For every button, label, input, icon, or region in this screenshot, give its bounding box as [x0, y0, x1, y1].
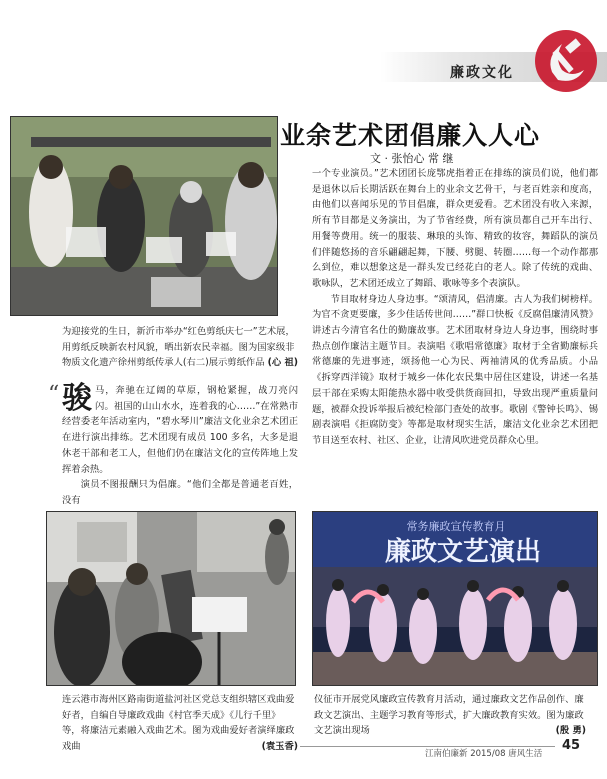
caption-credit: (心 祖)	[267, 357, 298, 368]
photo-caption-paper-cut	[62, 324, 298, 371]
dropcap-letter: 骏	[62, 381, 92, 416]
left-column-text	[62, 383, 298, 509]
paragraph-right-1: 一个专业演员。”艺术团团长庞鄂虎指着正在排练的演员们说，他们都是退休以后长期活跃在舞台上的业余文艺骨干，与老百姓亲和度高，由他们以喜闻乐见的节目倡廉，群众更爱看。艺术团没有收入来源，所有节目都是义务演出，为了节省经费，所有演员都自己开车出行、用餐等费用。统一的服装、琳琅的头饰、精致的妆容，舞蹈队的演员们伴随悠扬的音乐翩翩起舞，下腰、劈腿、转圈……每一个动作都那么到位，难以想象这是一群头发已经花白的老人。除了传统的戏曲、歌咏队，艺术团还成立了舞蹈、歌咏等多个表演队。	[312, 168, 598, 289]
article-byline: 文 · 张怡心 常 继	[370, 152, 454, 165]
paragraph-left-2: 演员不图报酬只为倡廉。“他们全都是普通老百姓，没有	[62, 479, 298, 506]
caption-credit: (殷 勇)	[555, 725, 586, 736]
right-column-text	[312, 166, 598, 449]
footer-source: 江南伯廉新 2015/08 唐风生活	[425, 749, 543, 759]
paragraph-left-1: 马，奔驰在辽阔的草原，钢枪紧握，战刀亮闪闪。祖国的山山水水，连着我的心……”在常熟市经营委老年活动室内，“碧水琴川”廉洁文化业余艺术团正在进行演出排练。艺术团现有成员 100 多名，大多是退休老干部和老工人，但他们仍在廉洁文化的宣传阵地上发挥着余热。	[62, 385, 298, 475]
caption-text: 连云港市海州区路南街道盐河社区党总支组织辖区戏曲爱好者，自编自导廉政戏曲《村官季天成》《儿行千里》等，将廉洁元素融入戏曲艺术。图为戏曲爱好者演绎廉政戏曲	[62, 694, 295, 752]
paragraph-right-2: 节目取材身边人身边事。“颂清风，倡清廉。古人为我们树榜样。为官不贪更要廉，多少佳话传世间……”群口快板《反腐倡廉清风赞》讲述古今清官名仕的勤廉故事。艺术团取材身边人身边事，围绕时事热点创作廉洁主题节目。表演唱《歌唱常德廉》取材于全省勤廉标兵常德廉的先进事迹，颂扬他一心为民、两袖清风的优秀品质。小品《拆穿西洋镜》取材于城乡一体化农民集中居住区建设，讲述一名基层干部在采购太阳能热水器中收受供货商回扣，导致出现严重质量问题，被群众投诉举报后被纪检部门查处的故事。歌剧《警钟长鸣》、锡剧表演唱《拒腐防变》等都是取材现实生活，廉洁文化业余艺术团把节目送至农村、社区、企业，让清风吹进党员群众心里。	[312, 293, 598, 446]
caption-credit: (袁玉香)	[261, 740, 298, 752]
open-quote-mark: “	[48, 382, 60, 407]
caption-text: 为迎接党的生日，新沂市举办“红色剪纸庆七一”艺术展，用剪纸反映新农村风貌，晒出新农民幸福。图为国家级非物质文化遗产徐州剪纸传承人(右二)展示剪纸作品	[62, 326, 295, 368]
opera-rehearsal-photo	[46, 511, 296, 686]
photo-caption-stage	[314, 692, 586, 739]
paper-cut-exhibition-photo	[10, 116, 278, 316]
stage-banner-top-text: 常务廉政宣传教育月	[406, 520, 506, 533]
column-label: 廉政文化	[450, 65, 514, 81]
stage-banner-text: 廉政文艺演出	[384, 537, 542, 567]
article-title: 业余艺术团倡廉入人心	[280, 121, 541, 150]
photo-caption-opera	[62, 692, 298, 754]
hammer-sickle-emblem	[532, 28, 600, 94]
stage-performance-photo	[312, 511, 598, 686]
caption-text: 仪征市开展党风廉政宣传教育月活动，通过廉政文艺作品创作、廉政文艺演出、主题学习教育等形式，扩大廉政教育实效。图为廉政文艺演出现场	[314, 694, 584, 736]
page-number: 45	[562, 738, 581, 753]
